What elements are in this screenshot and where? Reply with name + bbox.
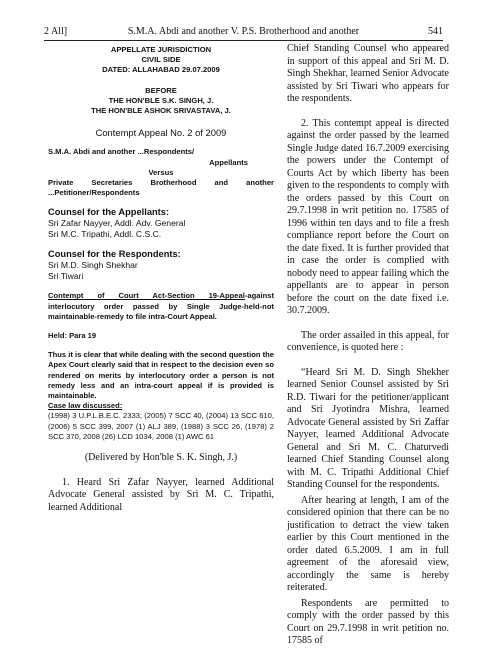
- running-header: [44, 26, 443, 40]
- paragraph-1-continued: Chief Standing Counsel who appeared in support of this appeal and Sri M. D. Singh Shekhar, learned Senior Advocate assisted by Sri Tiwari who appears for the respondents.: [287, 43, 449, 104]
- side: CIVIL SIDE: [141, 55, 181, 65]
- right-column: [287, 43, 449, 648]
- versus: Versus: [148, 167, 174, 177]
- judge-2: THE HON'BLE ASHOK SRIVASTAVA, J.: [91, 106, 231, 116]
- counsel-appellants-1: Sri Zafar Nayyer, Addl. Adv. General: [48, 218, 186, 229]
- before: BEFORE: [145, 85, 177, 95]
- parties-line-1: S.M.A. Abdi and another ...Respondents/: [48, 147, 195, 157]
- quoted-order-2: After hearing at length, I am of the considered opinion that there can be no justification to detract the view taken earlier by this Court mentioned in the order dated 6.5.2009. I am in full agreement of the aforesaid view, accordingly the same is hereby reiterated.: [287, 494, 449, 593]
- header-rule: [44, 40, 443, 41]
- judge-1: THE HON'BLE S.K. SINGH, J.: [108, 95, 214, 105]
- counsel-appellants-heading: Counsel for the Appellants:: [48, 207, 170, 218]
- quoted-order-1: “Heard Sri M. D. Singh Shekher learned Senior Counsel assisted by Sri R.D. Tiwari for the petitioner/applicant and Sri Jyotindra Mishra, learned Advocate General assisted by Sri Zaffar Nayyer, learned Additional Advocate General and Sri M. C. Chaturvedi learned Chief Standing Counsel along with M. C. Tripathi Additional Chief Standing Counsel for the respondents.: [287, 366, 449, 490]
- headnote-text: -against interlocutory order passed by Single Judge-held-not maintainable-remedy to file intra-Court Appeal.: [48, 291, 274, 321]
- header-volume: 2 All]: [44, 26, 68, 37]
- jurisdiction: APPELLATE JURISDICTION: [110, 45, 212, 54]
- header-case-title: S.M.A. Abdi and another V. P.S. Brotherhood and another: [127, 26, 360, 37]
- headnote: [48, 291, 274, 322]
- headnote-section: Contempt of Court Act-Section 19-Appeal: [48, 291, 245, 301]
- counsel-respondents-heading: Counsel for the Respondents:: [48, 249, 181, 260]
- paragraph-1: 1. Heard Sri Zafar Nayyer, learned Additional Advocate General assisted by Sri M. C. Tripathi, learned Additional: [48, 476, 274, 513]
- quoted-order-3: Respondents are permitted to comply with the order passed by this Court on 29.7.1998 in writ petition no. 17585 of: [287, 597, 449, 646]
- parties-line-3: Private Secretaries Brotherhood and another ...Petitioner/Respondents: [48, 178, 274, 198]
- paragraph-3: The order assailed in this appeal, for convenience, is quoted here :: [287, 329, 449, 353]
- delivered-by: (Delivered by Hon'ble S. K. Singh, J.): [84, 452, 238, 464]
- parties-line-2: Appellants: [209, 157, 248, 167]
- page-number: 541: [428, 26, 443, 37]
- holding: Thus it is clear that while dealing with the second question the Apex Court clearly said that in respect to the decision even so rendered on merits by interlocutory order a person is not remedy less and an intra-court appeal if is provided is maintainable.: [48, 350, 274, 401]
- case-number: Contempt Appeal No. 2 of 2009: [95, 127, 227, 139]
- left-column: [48, 43, 274, 514]
- counsel-respondents-2: Sri Tiwari: [48, 271, 84, 282]
- case-law-heading: Case law discussed:: [48, 401, 123, 411]
- held-para: Held: Para 19: [48, 331, 97, 341]
- counsel-appellants-2: Sri M.C. Tripathi, Addl. C.S.C.: [48, 229, 162, 240]
- counsel-respondents-1: Sri M.D. Singh Shekhar: [48, 260, 138, 271]
- dated: DATED: ALLAHABAD 29.07.2009: [102, 65, 220, 75]
- case-law-citations: (1998) 3 U.P.L.B.E.C. 2333; (2005) 7 SCC 40, (2004) 13 SCC 610, (2006) 5 SCC 399, 2007 (1) ALJ 389, (1988) 3 SCC 26, (1978) 2 SCC 370, 2008 (26) LCD 1034, 2008 (1) AWC 61: [48, 411, 274, 441]
- paragraph-2: 2. This contempt appeal is directed against the order passed by the learned Single Judge dated 16.7.2009 exercising the powers under the Contempt of Courts Act by which liberty has been given to the respondents to comply with the orders passed by this Court on 29.7.1998 in writ petition no. 17585 of 1996 within ten days and to file a fresh compliance report before the Court on the date fixed. It is further provided that in case the order is complied with nobody need to appear failing which the appellants are to appear in person before the court on the date fixed i.e. 30.7.2009.: [287, 117, 449, 316]
